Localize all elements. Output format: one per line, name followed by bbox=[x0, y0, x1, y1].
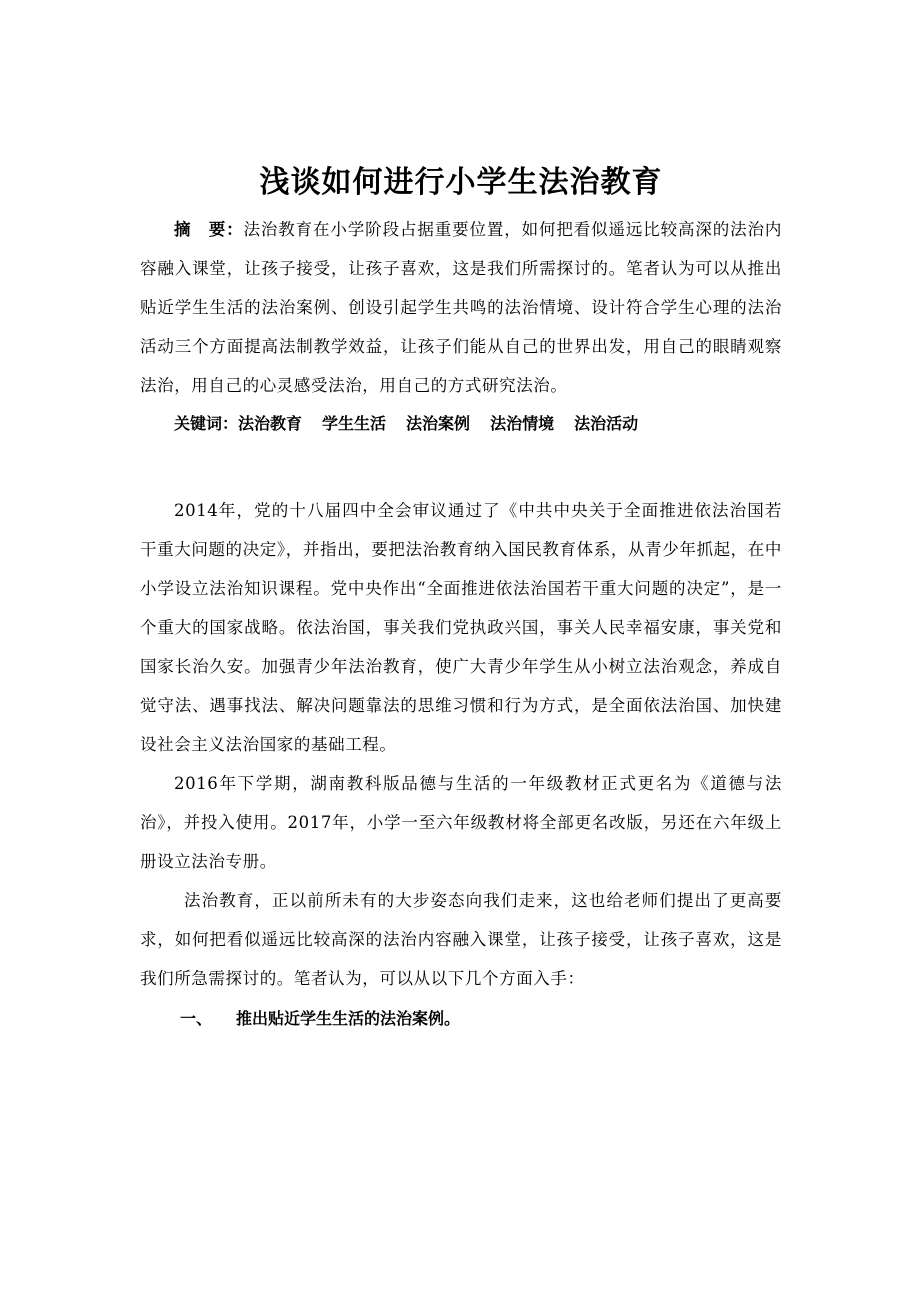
keyword-item: 法治案例 bbox=[406, 414, 471, 433]
keyword-item: 学生生活 bbox=[322, 414, 387, 433]
abstract-label: 摘 要： bbox=[174, 220, 244, 239]
keyword-item: 法治情境 bbox=[490, 414, 555, 433]
document-title: 浅谈如何进行小学生法治教育 bbox=[259, 165, 663, 200]
keyword-item: 法治活动 bbox=[574, 414, 639, 433]
keywords-label: 关键词： bbox=[174, 414, 239, 433]
keyword-item: 法治教育 bbox=[238, 414, 303, 433]
body-paragraph: 法治教育，正以前所未有的大步姿态向我们走来，这也给老师们提出了更高要求，如何把看似遥远比较高深的法治内容融入课堂，让孩子接受，让孩子喜欢，这是我们所急需探讨的。笔者认为，可以从以下几个方面入手： bbox=[140, 891, 782, 988]
section-number: 一、 bbox=[180, 1009, 213, 1028]
body-paragraph: 2014年，党的十八届四中全会审议通过了《中共中央关于全面推进依法治国若干重大问题的决定》，并指出，要把法治教育纳入国民教育体系，从青少年抓起，在中小学设立法治知识课程。党中央作出“全面推进依法治国若干重大问题的决定”，是一个重大的国家战略。依法治国，事关我们党执政兴国，事关人民幸福安康，事关党和国家长治久安。加强青少年法治教育，使广大青少年学生从小树立法治观念，养成自觉守法、遇事找法、解决问题靠法的思维习惯和行为方式，是全面依法治国、加快建设社会主义法治国家的基础工程。 bbox=[140, 501, 782, 754]
section-heading-text: 推出贴近学生生活的法治案例。 bbox=[236, 1009, 461, 1028]
section-heading bbox=[140, 1004, 782, 1034]
keywords-line bbox=[140, 409, 782, 439]
abstract-paragraph bbox=[140, 210, 782, 405]
document-page bbox=[140, 158, 782, 1034]
abstract-text: 法治教育在小学阶段占据重要位置，如何把看似遥远比较高深的法治内容融入课堂，让孩子接受，让孩子喜欢，这是我们所需探讨的。笔者认为可以从推出贴近学生生活的法治案例、创设引起学生共鸣的法治情境、设计符合学生心理的法治活动三个方面提高法制教学效益，让孩子们能从自己的世界出发，用自己的眼睛观察法治，用自己的心灵感受法治，用自己的方式研究法治。 bbox=[140, 220, 782, 395]
body-paragraph: 2016年下学期，湖南教科版品德与生活的一年级教材正式更名为《道德与法治》，并投入使用。2017年，小学一至六年级教材将全部更名改版，另还在六年级上册设立法治专册。 bbox=[140, 774, 782, 871]
